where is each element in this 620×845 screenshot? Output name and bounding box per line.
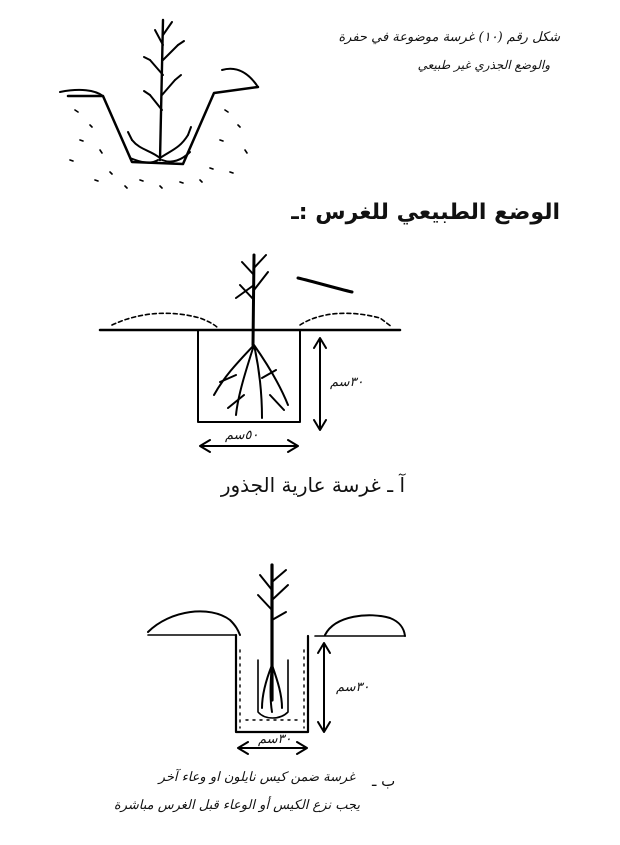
figure-a-caption: آ ـ غرسة عارية الجذور [220,473,405,497]
figure-a-drawing [100,255,400,452]
figure1-caption-line2: والوضع الجذري غير طبيعي [417,58,550,72]
figure-b-caption-letter: ب ـ [372,772,396,790]
figure1-caption-line1: شكل رقم (١٠) غرسة موضوعة في حفرة [338,30,560,45]
figure-b-drawing [148,565,405,754]
section-heading: الوضع الطبيعي للغرس :ـ [291,200,560,225]
figure-a-depth-label: ٣٠سم [330,375,364,390]
figure-b-caption-line1: غرسة ضمن كيس نايلون او وعاء آخر [158,770,355,785]
figure1-pit-drawing [60,20,258,188]
figure-b-width-label: ٣٠سم [258,732,292,747]
figure-a-width-label: ٥٠سم [225,428,259,443]
figure-b-caption-line2: يجب نزع الكيس أو الوعاء قبل الغرس مباشرة [113,798,360,813]
figure-b-depth-label: ٣٠سم [336,680,370,695]
